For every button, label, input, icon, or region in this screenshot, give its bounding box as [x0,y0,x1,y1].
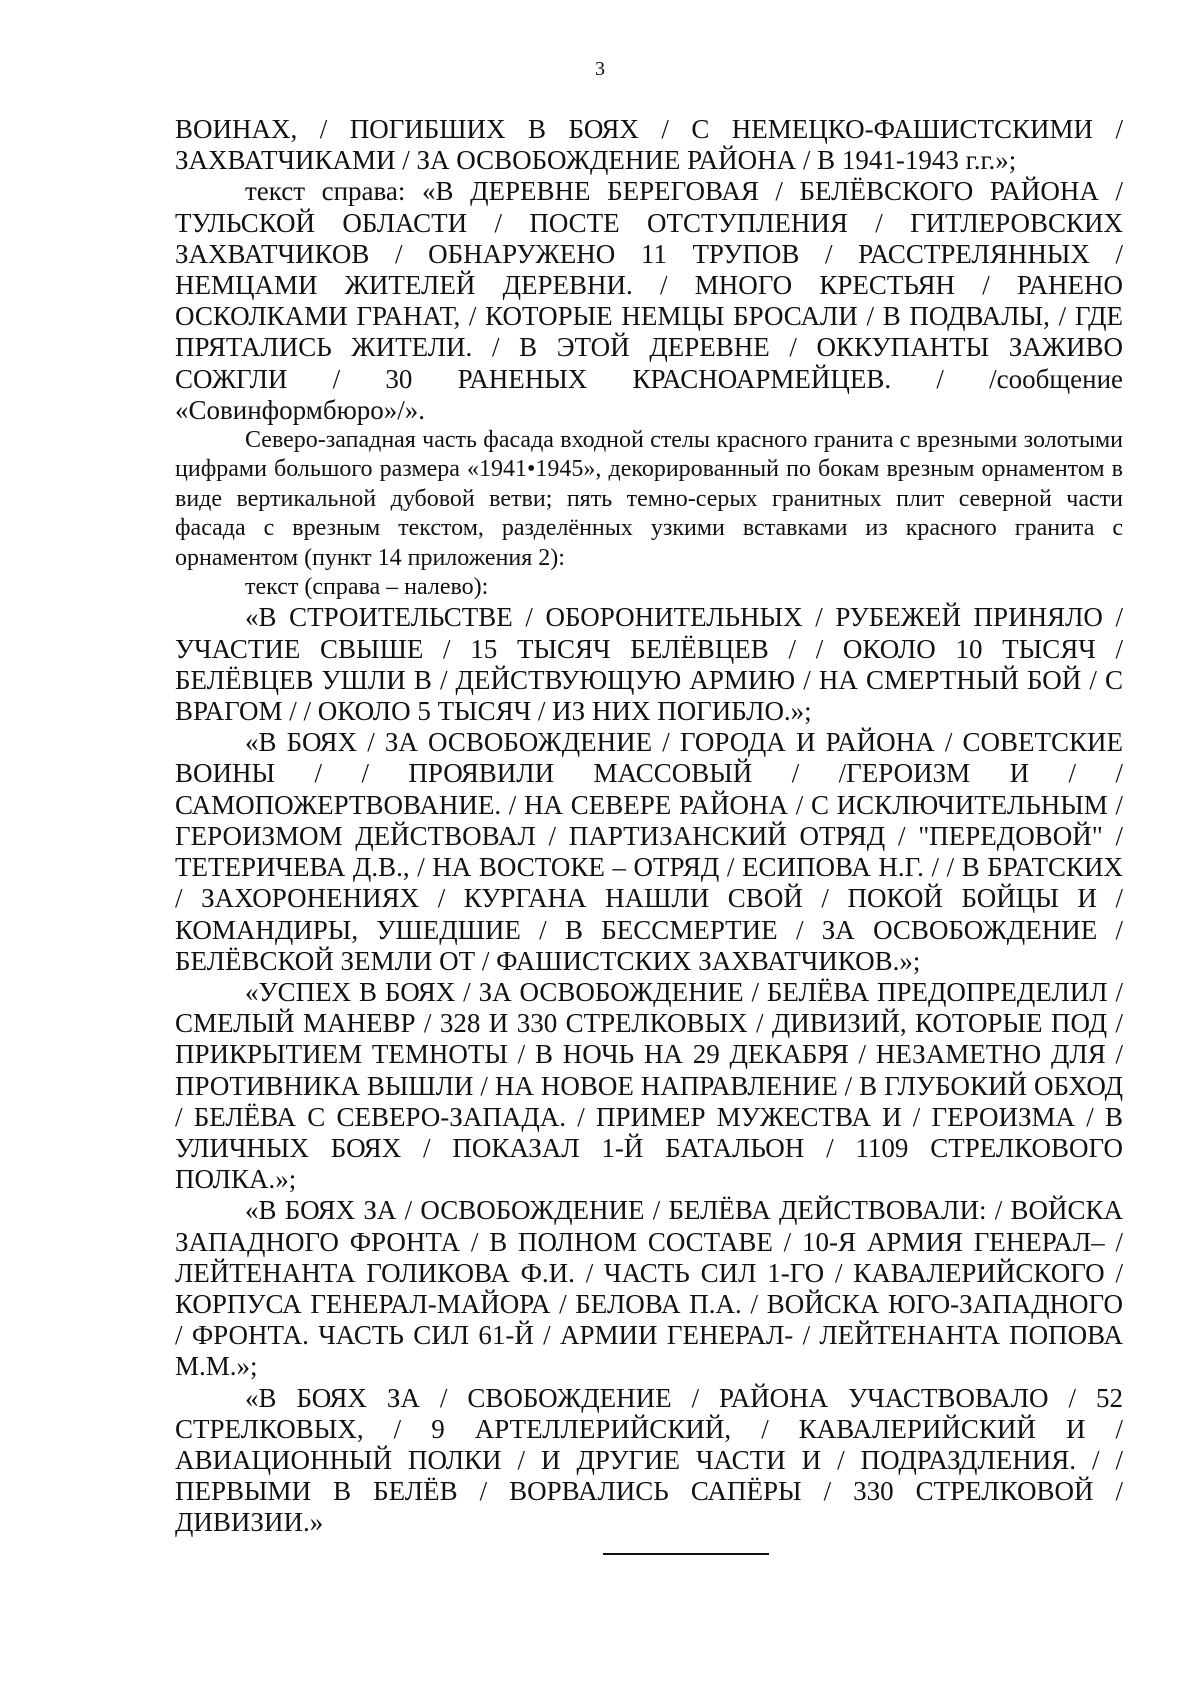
paragraph-inscription-regiments: «В БОЯХ ЗА / СВОБОЖДЕНИЕ / РАЙОНА УЧАСТВОВАЛО / 52 СТРЕЛКОВЫХ, / 9 АРТЕЛЛЕРИЙСКИЙ, / КАВАЛЕРИЙСКИЙ И / АВИАЦИОННЫЙ ПОЛКИ / И ДРУГИЕ ЧАСТИ И / ПОДРАЗДЛЕНИЯ. / / ПЕРВЫМИ В БЕЛЁВ / ВОРВАЛИСЬ САПЁРЫ / 330 СТРЕЛКОВОЙ / ДИВИЗИИ.» [175,1382,1123,1538]
paragraph-text-right: текст справа: «В ДЕРЕВНЕ БЕРЕГОВАЯ / БЕЛЁВСКОГО РАЙОНА / ТУЛЬСКОЙ ОБЛАСТИ / ПОСТЕ ОТСТУПЛЕНИЯ / ГИТЛЕРОВСКИХ ЗАХВАТЧИКОВ / ОБНАРУЖЕНО 11 ТРУПОВ / РАССТРЕЛЯННЫХ / НЕМЦАМИ ЖИТЕЛЕЙ ДЕРЕВНИ. / МНОГО КРЕСТЬЯН / РАНЕНО ОСКОЛКАМИ ГРАНАТ, / КОТОРЫЕ НЕМЦЫ БРОСАЛИ / В ПОДВАЛЫ, / ГДЕ ПРЯТАЛИСЬ ЖИТЕЛИ. / В ЭТОЙ ДЕРЕВНЕ / ОККУПАНТЫ ЗАЖИВО СОЖГЛИ / 30 РАНЕНЫХ КРАСНОАРМЕЙЦЕВ. / /сообщение «Совинформбюро»/». [175,176,1123,425]
paragraph-inscription-continued: ВОИНАХ, / ПОГИБШИХ В БОЯХ / С НЕМЕЦКО-ФАШИСТСКИМИ / ЗАХВАТЧИКАМИ / ЗА ОСВОБОЖДЕНИЕ РАЙОНА / В 1941-1943 г.г.»; [175,114,1123,176]
paragraph-inscription-troops: «В БОЯХ ЗА / ОСВОБОЖДЕНИЕ / БЕЛЁВА ДЕЙСТВОВАЛИ: / ВОЙСКА ЗАПАДНОГО ФРОНТА / В ПОЛНОМ СОСТАВЕ / 10-Я АРМИЯ ГЕНЕРАЛ– / ЛЕЙТЕНАНТА ГОЛИКОВА Ф.И. / ЧАСТЬ СИЛ 1-ГО / КАВАЛЕРИЙСКОГО / КОРПУСА ГЕНЕРАЛ-МАЙОРА / БЕЛОВА П.А. / ВОЙСКА ЮГО-ЗАПАДНОГО / ФРОНТА. ЧАСТЬ СИЛ 61-Й / АРМИИ ГЕНЕРАЛ- / ЛЕЙТЕНАНТА ПОПОВА М.М.»; [175,1195,1123,1382]
document-body [175,114,1123,1539]
page-number: 3 [595,58,605,80]
paragraph-inscription-construction: «В СТРОИТЕЛЬСТВЕ / ОБОРОНИТЕЛЬНЫХ / РУБЕЖЕЙ ПРИНЯЛО / УЧАСТИЕ СВЫШЕ / 15 ТЫСЯЧ БЕЛЁВЦЕВ / / ОКОЛО 10 ТЫСЯЧ / БЕЛЁВЦЕВ УШЛИ В / ДЕЙСТВУЮЩУЮ АРМИЮ / НА СМЕРТНЫЙ БОЙ / С ВРАГОМ / / ОКОЛО 5 ТЫСЯЧ / ИЗ НИХ ПОГИБЛО.»; [175,602,1123,727]
footer-divider [603,1553,769,1555]
paragraph-facade-description: Северо-западная часть фасада входной стелы красного гранита с врезными золотыми цифрами большого размера «1941•1945», декорированный по бокам врезным орнаментом в виде вертикальной дубовой ветви; пять темно-серых гранитных плит северной части фасада с врезным текстом, разделённых узкими вставками из красного гранита с орнаментом (пункт 14 приложения 2): [175,427,1123,571]
paragraph-text-direction: текст (справа – налево): [245,574,489,601]
paragraph-inscription-heroism: «В БОЯХ / ЗА ОСВОБОЖДЕНИЕ / ГОРОДА И РАЙОНА / СОВЕТСКИЕ ВОИНЫ / / ПРОЯВИЛИ МАССОВЫЙ / /ГЕРОИЗМ И / /САМОПОЖЕРТВОВАНИЕ. / НА СЕВЕРЕ РАЙОНА / С ИСКЛЮЧИТЕЛЬНЫМ / ГЕРОИЗМОМ ДЕЙСТВОВАЛ / ПАРТИЗАНСКИЙ ОТРЯД / "ПЕРЕДОВОЙ" / ТЕТЕРИЧЕВА Д.В., / НА ВОСТОКЕ – ОТРЯД / ЕСИПОВА Н.Г. / / В БРАТСКИХ / ЗАХОРОНЕНИЯХ / КУРГАНА НАШЛИ СВОЙ / ПОКОЙ БОЙЦЫ И / КОМАНДИРЫ, УШЕДШИЕ / В БЕССМЕРТИЕ / ЗА ОСВОБОЖДЕНИЕ / БЕЛЁВСКОЙ ЗЕМЛИ ОТ / ФАШИСТСКИХ ЗАХВАТЧИКОВ.»; [175,727,1123,976]
paragraph-inscription-maneuver: «УСПЕХ В БОЯХ / ЗА ОСВОБОЖДЕНИЕ / БЕЛЁВА ПРЕДОПРЕДЕЛИЛ / СМЕЛЫЙ МАНЕВР / 328 И 330 СТРЕЛКОВЫХ / ДИВИЗИЙ, КОТОРЫЕ ПОД / ПРИКРЫТИЕМ ТЕМНОТЫ / В НОЧЬ НА 29 ДЕКАБРЯ / НЕЗАМЕТНО ДЛЯ / ПРОТИВНИКА ВЫШЛИ / НА НОВОЕ НАПРАВЛЕНИЕ / В ГЛУБОКИЙ ОБХОД / БЕЛЁВА С СЕВЕРО-ЗАПАДА. / ПРИМЕР МУЖЕСТВА И / ГЕРОИЗМА / В УЛИЧНЫХ БОЯХ / ПОКАЗАЛ 1-Й БАТАЛЬОН / 1109 СТРЕЛКОВОГО ПОЛКА.»; [175,976,1123,1195]
